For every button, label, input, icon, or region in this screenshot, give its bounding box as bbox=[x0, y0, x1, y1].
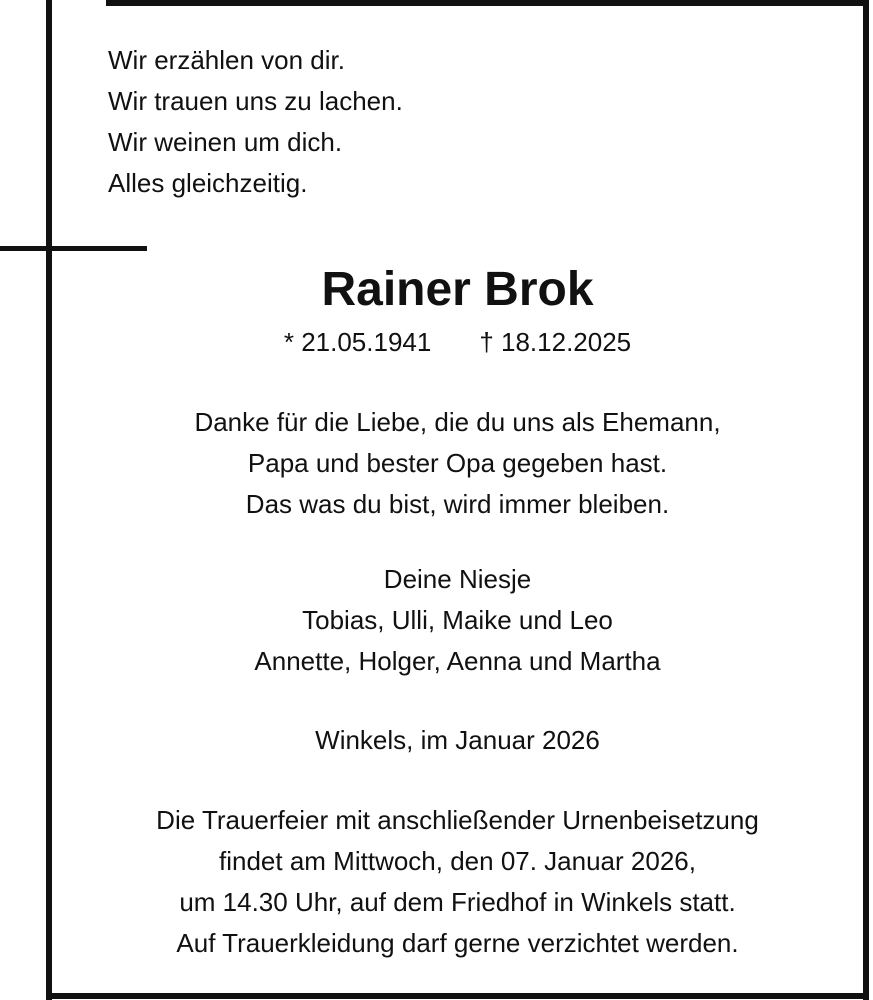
thanks-line: Danke für die Liebe, die du uns als Ehemann, bbox=[194, 407, 721, 437]
birth-date: * 21.05.1941 bbox=[283, 327, 432, 357]
poem-line: Wir erzählen von dir. bbox=[108, 45, 345, 75]
thanks-line: Das was du bist, wird immer bleiben. bbox=[245, 489, 670, 519]
poem bbox=[108, 40, 403, 204]
service-info bbox=[52, 800, 863, 964]
service-line: Auf Trauerkleidung darf gerne verzichtet werden. bbox=[176, 928, 739, 958]
thanks-text bbox=[52, 402, 863, 525]
cross-bar-decoration bbox=[0, 246, 147, 251]
place-date: Winkels, im Januar 2026 bbox=[315, 725, 600, 755]
deceased-name: Rainer Brok bbox=[321, 263, 594, 316]
life-dates bbox=[52, 324, 863, 360]
service-line: Die Trauerfeier mit anschließender Urnenbeisetzung bbox=[156, 805, 759, 835]
poem-line: Alles gleichzeitig. bbox=[108, 168, 308, 198]
frame-right-border bbox=[863, 0, 869, 1000]
thanks-line: Papa und bester Opa gegeben hast. bbox=[247, 448, 668, 478]
poem-line: Wir weinen um dich. bbox=[108, 127, 343, 157]
poem-line: Wir trauen uns zu lachen. bbox=[108, 86, 403, 116]
family-line: Deine Niesje bbox=[383, 564, 532, 594]
family-signatures bbox=[52, 559, 863, 682]
frame-bottom-border bbox=[46, 993, 869, 999]
service-line: findet am Mittwoch, den 07. Januar 2026, bbox=[219, 846, 696, 876]
death-date: † 18.12.2025 bbox=[479, 327, 632, 357]
family-line: Tobias, Ulli, Maike und Leo bbox=[302, 605, 613, 635]
family-line: Annette, Holger, Aenna und Martha bbox=[254, 646, 661, 676]
service-line: um 14.30 Uhr, auf dem Friedhof in Winkels statt. bbox=[179, 887, 736, 917]
frame-top-border bbox=[106, 0, 867, 6]
